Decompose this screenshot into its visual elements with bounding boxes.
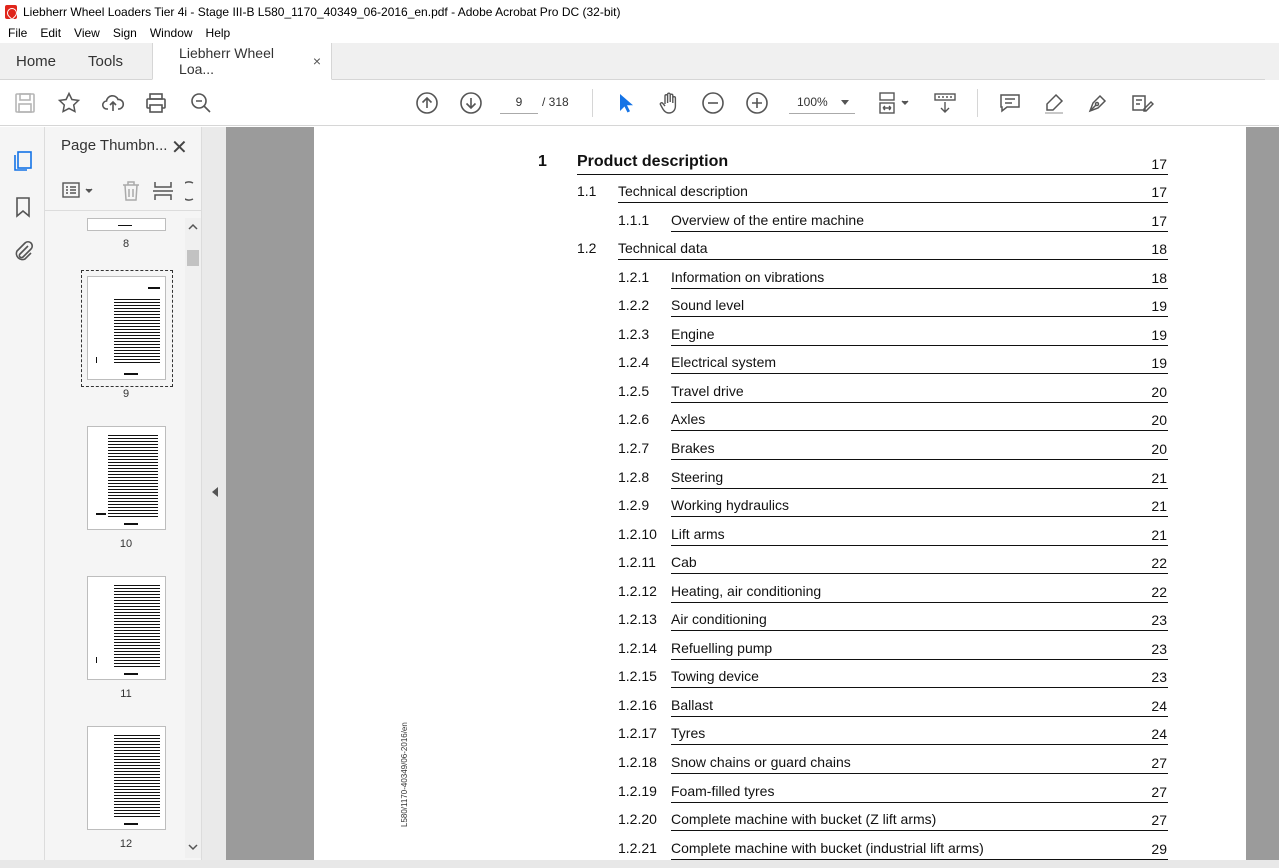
toc-row-rule xyxy=(618,259,1168,260)
chapter-page: 17 xyxy=(1151,156,1167,172)
chapter-rule xyxy=(577,174,1168,175)
bottom-strip xyxy=(0,860,1279,868)
select-arrow-icon[interactable] xyxy=(613,91,637,115)
document-view[interactable] xyxy=(226,127,1279,860)
close-tab-icon[interactable]: × xyxy=(312,53,322,69)
tab-document-label: Liebherr Wheel Loa... xyxy=(179,45,274,77)
scrollbar-thumb[interactable] xyxy=(187,250,199,266)
toc-section-number: 1.2.17 xyxy=(618,725,657,742)
tab-bar-scroll xyxy=(1265,43,1279,80)
toc-section-number: 1.2.4 xyxy=(618,354,650,371)
toc-row-rule xyxy=(618,202,1168,203)
page-thumbnail-selected[interactable] xyxy=(87,276,166,380)
acrobat-logo-icon xyxy=(5,5,17,19)
comment-icon[interactable] xyxy=(998,91,1022,115)
close-icon[interactable]: ✕ xyxy=(171,137,188,159)
toc-section-title[interactable]: Heating, air conditioning xyxy=(671,582,822,599)
menu-window[interactable]: Window xyxy=(149,26,193,40)
toc-section-title[interactable]: Snow chains or guard chains xyxy=(671,754,851,770)
tab-bar xyxy=(0,43,1279,80)
toc-section-page: 29 xyxy=(1151,840,1167,857)
toc-section-page: 23 xyxy=(1151,640,1167,657)
toc-section-page: 22 xyxy=(1151,583,1167,600)
toc-section-number: 1.1.1 xyxy=(618,211,650,228)
thumbnail-label: 8 xyxy=(122,238,130,250)
thumbnail-scrollbar[interactable] xyxy=(185,218,201,858)
toc-row-rule xyxy=(671,488,1168,489)
toc-section-page: 23 xyxy=(1151,612,1167,629)
panel-toolbar xyxy=(45,171,202,211)
toc-section-page: 23 xyxy=(1151,669,1167,686)
toc-section-number: 1.2.21 xyxy=(618,839,657,856)
toc-section-title[interactable]: Brakes xyxy=(671,439,715,456)
fit-page-icon[interactable] xyxy=(877,91,913,115)
page-number-input[interactable] xyxy=(500,90,538,114)
tab-document[interactable] xyxy=(152,43,332,80)
thumbnail-label: 11 xyxy=(120,688,132,700)
page-thumbnail[interactable] xyxy=(87,576,166,680)
toc-section-title[interactable]: Overview of the entire machine xyxy=(671,211,864,228)
toc-section-page: 19 xyxy=(1151,326,1167,343)
toc-section-page: 19 xyxy=(1151,355,1167,372)
toc-section-title[interactable]: Axles xyxy=(671,411,706,428)
menu-help[interactable]: Help xyxy=(205,26,231,40)
bookmark-icon[interactable] xyxy=(11,195,35,219)
menu-bar xyxy=(0,23,1279,43)
toc-section-title[interactable]: Ballast xyxy=(671,696,714,713)
zoom-out-icon[interactable] xyxy=(701,91,725,115)
toc-section-title[interactable]: Engine xyxy=(671,325,715,342)
toc-row-rule xyxy=(671,573,1168,574)
tab-tools[interactable]: Tools xyxy=(88,53,124,70)
toc-section-title[interactable]: Cab xyxy=(671,554,697,571)
tab-home[interactable]: Home xyxy=(16,53,57,70)
toc-section-title[interactable]: Air conditioning xyxy=(671,611,767,628)
toc-section-number: 1.2.8 xyxy=(618,468,650,485)
toc-section-title[interactable]: Complete machine with bucket (Z lift arms) xyxy=(671,811,937,828)
toc-row-rule xyxy=(671,773,1168,774)
toc-section-page: 19 xyxy=(1151,298,1167,315)
menu-view[interactable]: View xyxy=(74,26,100,40)
toc-section-page: 27 xyxy=(1151,812,1167,829)
toc-section-title[interactable]: Working hydraulics xyxy=(671,497,790,514)
scroll-up-icon xyxy=(185,222,201,232)
toc-row-rule xyxy=(671,459,1168,460)
toc-section-title[interactable]: Lift arms xyxy=(671,525,725,542)
page-up-icon[interactable] xyxy=(415,91,439,115)
chevron-down-icon xyxy=(841,100,849,105)
toc-section-number: 1.2.15 xyxy=(618,668,657,685)
toc-section-number: 1.1 xyxy=(577,183,597,199)
collapse-arrow-icon[interactable] xyxy=(212,487,218,497)
toc-section-number: 1.2.9 xyxy=(618,497,650,514)
toc-section-page: 27 xyxy=(1151,783,1167,800)
menu-sign[interactable]: Sign xyxy=(112,26,137,40)
page-thumbnails-icon[interactable] xyxy=(11,149,35,173)
attachment-icon[interactable] xyxy=(11,239,35,263)
toc-section-page: 21 xyxy=(1151,469,1167,486)
trash-icon[interactable] xyxy=(119,179,143,203)
toc-section-title[interactable]: Refuelling pump xyxy=(671,639,773,656)
panel-title: Page Thumbn... xyxy=(61,137,168,154)
toc-section-number: 1.2.11 xyxy=(618,554,656,571)
page-thumbnail[interactable] xyxy=(87,426,166,530)
title-bar xyxy=(0,0,1279,23)
insert-page-icon[interactable] xyxy=(151,179,175,203)
menu-file[interactable]: File xyxy=(8,26,28,40)
toc-section-number: 1.2.12 xyxy=(618,582,657,599)
toc-section-title[interactable]: Sound level xyxy=(671,297,745,314)
highlight-icon[interactable] xyxy=(1042,91,1066,115)
toc-row-rule xyxy=(671,545,1168,546)
zoom-value: 100% xyxy=(797,94,828,109)
pdf-page xyxy=(314,127,1246,860)
thumbnail-label: 9 xyxy=(122,388,130,400)
toolbar xyxy=(0,80,1279,126)
sign-icon[interactable] xyxy=(1086,91,1110,115)
toc-section-number: 1.2.19 xyxy=(618,782,657,799)
page-side-code: L580/1170-40349/06-2016/en xyxy=(400,722,409,827)
toc-section-title[interactable]: Information on vibrations xyxy=(671,268,825,285)
toc-section-page: 20 xyxy=(1151,383,1167,400)
thumbnail-label: 12 xyxy=(119,838,133,850)
toc-section-title[interactable]: Tyres xyxy=(671,725,706,742)
toc-section-page: 27 xyxy=(1151,755,1167,771)
toc-section-number: 1.2.14 xyxy=(618,639,657,656)
page-down-icon[interactable] xyxy=(459,91,483,115)
toc-section-title[interactable]: Towing device xyxy=(671,668,759,685)
thumbnail-label: 10 xyxy=(119,538,133,550)
toc-row-rule xyxy=(671,288,1168,289)
toc-row-rule xyxy=(671,373,1168,374)
scroll-down-icon xyxy=(185,842,201,852)
edit-tools-icon[interactable] xyxy=(1130,91,1154,115)
toolbar-divider xyxy=(977,89,978,117)
toc-section-number: 1.2.5 xyxy=(618,382,650,399)
toc-row-rule xyxy=(671,716,1168,717)
toc-section-number: 1.2.6 xyxy=(618,411,650,428)
toc-row-rule xyxy=(671,316,1168,317)
toc-section-number: 1.2 xyxy=(577,240,597,257)
toc-section-title[interactable]: Complete machine with bucket (industrial lift arms) xyxy=(671,839,984,856)
toc-section-number: 1.2.7 xyxy=(618,439,650,456)
toc-section-number: 1.2.2 xyxy=(618,297,650,314)
toc-section-number: 1.2.3 xyxy=(618,325,650,342)
toc-section-title[interactable]: Travel drive xyxy=(671,382,744,399)
toc-section-page: 21 xyxy=(1151,498,1167,515)
toc-section-page: 20 xyxy=(1151,440,1167,457)
toc-section-page: 24 xyxy=(1151,697,1167,714)
toc-section-page: 17 xyxy=(1151,184,1167,200)
thumbnail-options-icon[interactable] xyxy=(61,179,95,201)
hand-icon[interactable] xyxy=(657,91,681,115)
star-icon[interactable] xyxy=(57,91,81,115)
navigation-rail xyxy=(0,127,45,868)
toc-section-number: 1.2.20 xyxy=(618,811,657,828)
toc-section-page: 20 xyxy=(1151,412,1167,429)
upload-icon[interactable] xyxy=(101,91,125,115)
toc-section-title[interactable]: Technical description xyxy=(618,183,748,199)
toc-row-rule xyxy=(671,630,1168,631)
chapter-number: 1 xyxy=(538,153,547,170)
toc-section-page: 22 xyxy=(1151,555,1167,572)
zoom-select[interactable] xyxy=(789,90,855,114)
toc-row-rule xyxy=(671,516,1168,517)
toc-section-title[interactable]: Foam-filled tyres xyxy=(671,782,775,799)
toc-section-title[interactable]: Technical data xyxy=(618,240,708,257)
toc-section-page: 18 xyxy=(1151,269,1167,286)
toc-row-rule xyxy=(671,830,1168,831)
toc-section-title[interactable]: Electrical system xyxy=(671,354,777,371)
window-title: Liebherr Wheel Loaders Tier 4i - Stage III-B L580_1170_40349_06-2016_en.pdf - Adobe Acrobat Pro DC (32-bit) xyxy=(23,4,621,19)
menu-edit[interactable]: Edit xyxy=(40,26,62,40)
panel-collapse-strip[interactable] xyxy=(202,127,226,868)
toc-row-rule xyxy=(671,687,1168,688)
toc-section-title[interactable]: Steering xyxy=(671,468,724,485)
zoom-search-icon[interactable] xyxy=(189,91,213,115)
toc-row-rule xyxy=(671,659,1168,660)
scroll-mode-icon[interactable] xyxy=(933,91,957,115)
toc-row-rule xyxy=(671,430,1168,431)
zoom-in-icon[interactable] xyxy=(745,91,769,115)
print-icon[interactable] xyxy=(144,91,168,115)
toc-section-number: 1.2.10 xyxy=(618,525,657,542)
toc-section-page: 24 xyxy=(1151,726,1167,743)
save-icon[interactable] xyxy=(13,91,37,115)
toc-row-rule xyxy=(671,231,1168,232)
toc-section-page: 21 xyxy=(1151,526,1167,543)
rotate-page-icon[interactable] xyxy=(185,179,199,203)
toc-section-number: 1.2.16 xyxy=(618,696,657,713)
page-thumbnail[interactable] xyxy=(87,218,166,231)
toc-row-rule xyxy=(671,402,1168,403)
toc-section-number: 1.2.1 xyxy=(618,268,650,285)
toc-section-number: 1.2.13 xyxy=(618,611,657,628)
toc-section-page: 17 xyxy=(1151,212,1167,229)
toc-section-number: 1.2.18 xyxy=(618,754,657,770)
toc-row-rule xyxy=(671,802,1168,803)
toc-row-rule xyxy=(671,602,1168,603)
page-total: / 318 xyxy=(542,95,569,109)
toolbar-divider xyxy=(592,89,593,117)
page-thumbnail[interactable] xyxy=(87,726,166,830)
toc-row-rule xyxy=(671,744,1168,745)
chapter-title[interactable]: Product description xyxy=(577,153,729,170)
toc-row-rule xyxy=(671,345,1168,346)
toc-section-page: 18 xyxy=(1151,241,1167,258)
